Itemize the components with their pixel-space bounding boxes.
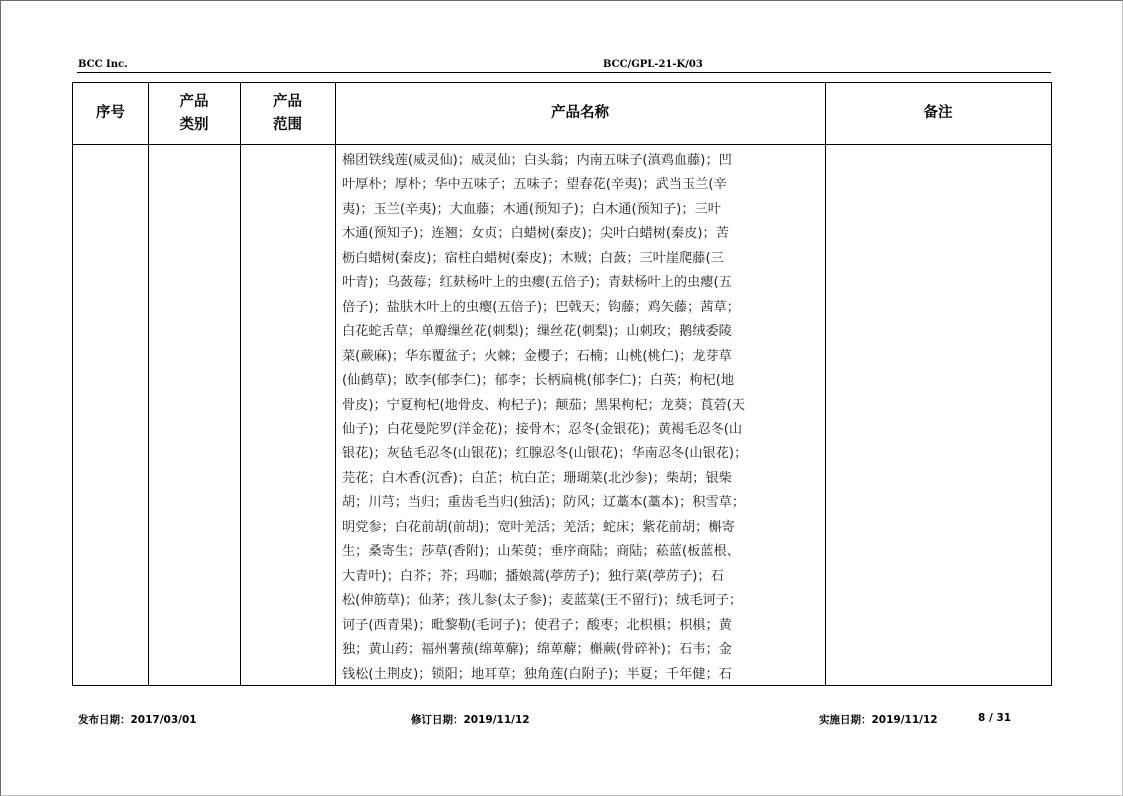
header-rule xyxy=(77,72,1051,73)
content-line: 倍子)；盐肤木叶上的虫瘿(五倍子)；巴戟天；钩藤；鸡矢藤；茜草； xyxy=(342,299,740,315)
content-line: 胡；川芎；当归；重齿毛当归(独活)；防风；辽藁本(藁本)；积雪草； xyxy=(342,495,746,511)
content-line: 诃子(西青果)；毗黎勒(毛诃子)；使君子；酸枣；北枳椇；枳椇；黄 xyxy=(342,617,732,633)
content-line: 棉团铁线莲(威灵仙)；威灵仙；白头翁；内南五味子(滇鸡血藤)；凹 xyxy=(342,153,732,168)
header-seq-label: 序号 xyxy=(96,105,125,121)
product-name-content xyxy=(342,145,828,689)
header-product-name xyxy=(335,83,825,144)
publish-date: 发布日期：2017/03/01 xyxy=(78,714,197,726)
header-seq xyxy=(73,83,148,144)
header-remark xyxy=(825,83,1051,144)
header-category xyxy=(148,83,240,144)
content-line: 菜(蕨麻)；华东覆盆子；火棘；金樱子；石楠；山桃(桃仁)；龙芽草 xyxy=(342,348,732,364)
product-table xyxy=(72,82,1052,686)
content-line: 芫花；白木香(沉香)；白芷；杭白芷；珊瑚菜(北沙参)；柴胡；银柴 xyxy=(342,470,732,486)
header-product-name-label: 产品名称 xyxy=(551,105,609,121)
revise-date: 修订日期：2019/11/12 xyxy=(411,714,530,726)
content-line: 明党参；白花前胡(前胡)；宽叶羌活；羌活；蛇床；紫花前胡；槲寄 xyxy=(342,519,735,535)
content-line: 生；桑寄生；莎草(香附)；山茱萸；垂序商陆；商陆；菘蓝(板蓝根、 xyxy=(342,544,740,560)
effective-date: 实施日期：2019/11/12 xyxy=(819,714,938,726)
content-line: 松(伸筋草)；仙茅；孩儿参(太子参)；麦蓝菜(王不留行)；绒毛诃子； xyxy=(342,593,743,609)
document-code: BCC/GPL-21-K/03 xyxy=(603,59,703,70)
header-category-line2: 类别 xyxy=(179,116,209,133)
content-line: 木通(预知子)；连翘；女贞；白蜡树(秦皮)；尖叶白蜡树(秦皮)；苦 xyxy=(342,226,729,242)
column-divider xyxy=(240,83,241,685)
content-line: 夷)；玉兰(辛夷)；大血藤；木通(预知子)；白木通(预知子)；三叶 xyxy=(342,201,721,217)
content-line: 叶青)；乌蔹莓；红麸杨叶上的虫瘿(五倍子)；青麸杨叶上的虫瘿(五 xyxy=(342,275,732,291)
content-line: 钱松(土荆皮)；锁阳；地耳草；独角莲(白附子)；半夏；千年健；石 xyxy=(342,666,732,682)
content-line: 银花)；灰毡毛忍冬(山银花)；红腺忍冬(山银花)；华南忍冬(山银花)； xyxy=(342,446,748,462)
content-line: 骨皮)；宁夏枸杞(地骨皮、枸杞子)；颠茄；黑果枸杞；龙葵；莨菪(天 xyxy=(342,397,746,413)
content-line: 仙子)；白花曼陀罗(洋金花)；接骨木；忍冬(金银花)；黄褐毛忍冬(山 xyxy=(342,421,743,437)
content-line: 枥白蜡树(秦皮)；宿柱白蜡树(秦皮)；木贼；白蔹；三叶崖爬藤(三 xyxy=(342,250,724,266)
content-line: 叶厚朴；厚朴；华中五味子；五味子；望春花(辛夷)；武当玉兰(辛 xyxy=(342,177,727,193)
header-scope-line2: 范围 xyxy=(273,116,302,133)
content-line: 白花蛇舌草；单瓣缫丝花(刺梨)；缫丝花(刺梨)；山刺玫；鹅绒委陵 xyxy=(342,324,732,340)
column-divider xyxy=(335,83,336,685)
header-category-line1: 产品 xyxy=(179,93,209,110)
content-line: 大青叶)；白芥；芥；玛咖；播娘蒿(葶苈子)；独行菜(葶苈子)；石 xyxy=(342,568,724,584)
company-name: BCC Inc. xyxy=(78,59,128,70)
page-number: 8 / 31 xyxy=(978,712,1012,724)
column-divider xyxy=(148,83,149,685)
header-scope-line1: 产品 xyxy=(273,93,302,110)
header-scope xyxy=(240,83,335,144)
content-line: 独；黄山药；福州薯蓣(绵萆薢)；绵萆薢；槲蕨(骨碎补)；石韦；金 xyxy=(342,642,732,658)
content-line: (仙鹤草)；欧李(郁李仁)；郁李；长柄扁桃(郁李仁)；白英；枸杞(地 xyxy=(342,373,735,389)
header-remark-label: 备注 xyxy=(923,105,953,121)
